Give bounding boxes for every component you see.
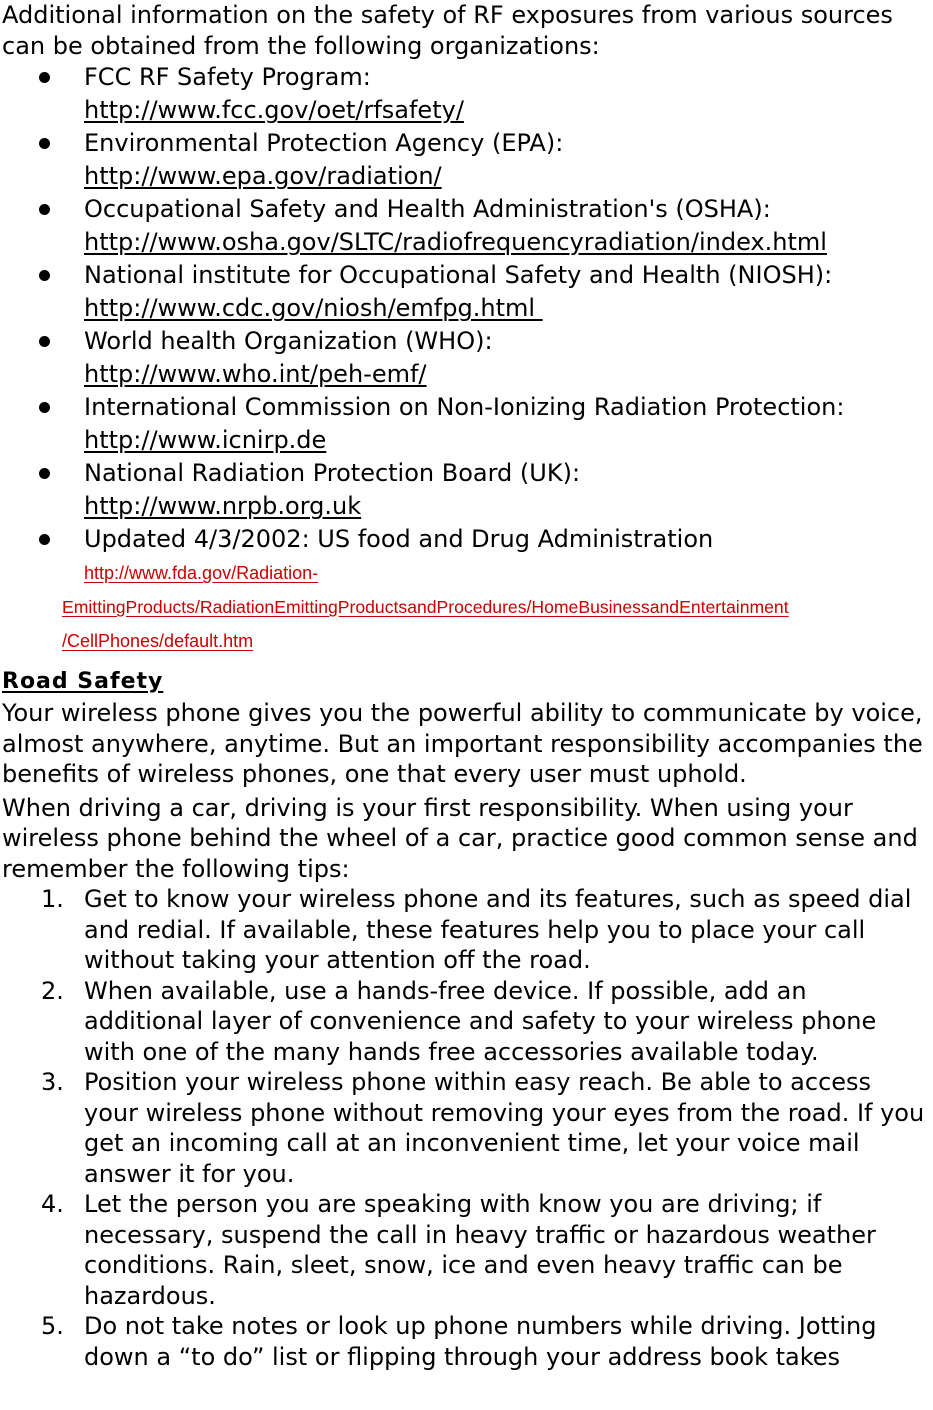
org-name: International Commission on Non-Ionizing Radiation Protection: bbox=[84, 393, 845, 421]
tip-number: 1. bbox=[41, 885, 64, 913]
tip-text: When available, use a hands-free device. If possible, add an additional layer of convenience and safety to your wireless phone with one of the many hands free accessories available today. bbox=[84, 976, 877, 1066]
org-link[interactable]: http://www.who.int/peh-emf/ bbox=[84, 360, 427, 388]
org-link[interactable]: http://www.icnirp.de bbox=[84, 426, 327, 454]
org-link[interactable]: http://www.nrpb.org.uk bbox=[84, 492, 362, 520]
org-name: World health Organization (WHO): bbox=[84, 327, 493, 355]
tip-text: Get to know your wireless phone and its features, such as speed dial and redial. If available, these features help you to place your call without taking your attention off the road. bbox=[84, 885, 912, 974]
tip-number: 2. bbox=[41, 976, 64, 1005]
list-item bbox=[2, 391, 932, 457]
list-item bbox=[2, 127, 932, 193]
bullet-icon bbox=[39, 72, 50, 83]
list-item bbox=[2, 1189, 932, 1311]
tip-number: 3. bbox=[41, 1068, 64, 1096]
fda-link-continuation bbox=[62, 590, 933, 658]
bullet-icon bbox=[39, 270, 50, 281]
intro-paragraph: Additional information on the safety of RF exposures from various sources can be obtained from the following organizations: bbox=[2, 1, 893, 60]
fda-link-line-1[interactable]: http://www.fda.gov/Radiation- bbox=[84, 563, 319, 583]
list-item bbox=[2, 976, 932, 1068]
org-name: FCC RF Safety Program: bbox=[84, 63, 371, 91]
bullet-icon bbox=[39, 468, 50, 479]
list-item bbox=[2, 193, 932, 259]
bullet-icon bbox=[39, 402, 50, 413]
bullet-icon bbox=[39, 534, 50, 545]
tip-text: Let the person you are speaking with know you are driving; if necessary, suspend the call in heavy traffic or hazardous weather conditions. Rain, sleet, snow, ice and even heavy traffic can be hazardous. bbox=[84, 1190, 876, 1310]
road-safety-paragraph-1: Your wireless phone gives you the powerful ability to communicate by voice, almost anywhere, anytime. But an important responsibility accompanies the benefits of wireless phones, one that every user must uphold. bbox=[2, 699, 923, 788]
bullet-icon bbox=[39, 138, 50, 149]
tip-number: 5. bbox=[41, 1312, 64, 1340]
tips-list bbox=[2, 884, 932, 1372]
bullet-icon bbox=[39, 204, 50, 215]
fda-link-line-3[interactable]: /CellPhones/default.htm bbox=[62, 631, 254, 651]
list-item bbox=[2, 1067, 932, 1189]
section-heading: Road Safety bbox=[2, 669, 164, 694]
list-item bbox=[2, 1311, 932, 1372]
bullet-icon bbox=[39, 336, 50, 347]
list-item bbox=[2, 325, 932, 391]
organization-list bbox=[2, 61, 932, 590]
org-link[interactable]: http://www.cdc.gov/niosh/emfpg.html bbox=[84, 294, 543, 322]
org-name: National Radiation Protection Board (UK): bbox=[84, 459, 581, 487]
list-item bbox=[2, 457, 932, 523]
list-item bbox=[2, 259, 932, 325]
org-link[interactable]: http://www.fcc.gov/oet/rfsafety/ bbox=[84, 96, 464, 124]
tip-text: Position your wireless phone within easy reach. Be able to access your wireless phone without removing your eyes from the road. If you get an incoming call at an inconvenient time, let your voice mail answer it for you. bbox=[84, 1068, 925, 1188]
org-link[interactable]: http://www.osha.gov/SLTC/radiofrequencyradiation/index.html bbox=[84, 228, 827, 256]
org-name: Occupational Safety and Health Administration's (OSHA): bbox=[84, 195, 771, 223]
list-item bbox=[2, 523, 932, 590]
list-item bbox=[2, 884, 932, 976]
org-name: Environmental Protection Agency (EPA): bbox=[84, 129, 564, 157]
org-name: National institute for Occupational Safety and Health (NIOSH): bbox=[84, 261, 833, 289]
org-link[interactable]: http://www.epa.gov/radiation/ bbox=[84, 162, 442, 190]
tip-number: 4. bbox=[41, 1190, 64, 1218]
road-safety-paragraph-2: When driving a car, driving is your first responsibility. When using your wireless phone behind the wheel of a car, practice good common sense and remember the following tips: bbox=[2, 793, 918, 883]
tip-text: Do not take notes or look up phone numbers while driving. Jotting down a “to do” list or flipping through your address book takes bbox=[84, 1312, 877, 1371]
fda-link-line-2[interactable]: EmittingProducts/RadiationEmittingProductsandProcedures/HomeBusinessandEntertainment bbox=[62, 597, 789, 617]
org-name: Updated 4/3/2002: US food and Drug Administration bbox=[84, 525, 714, 553]
document-page bbox=[2, 0, 932, 1372]
list-item bbox=[2, 61, 932, 127]
